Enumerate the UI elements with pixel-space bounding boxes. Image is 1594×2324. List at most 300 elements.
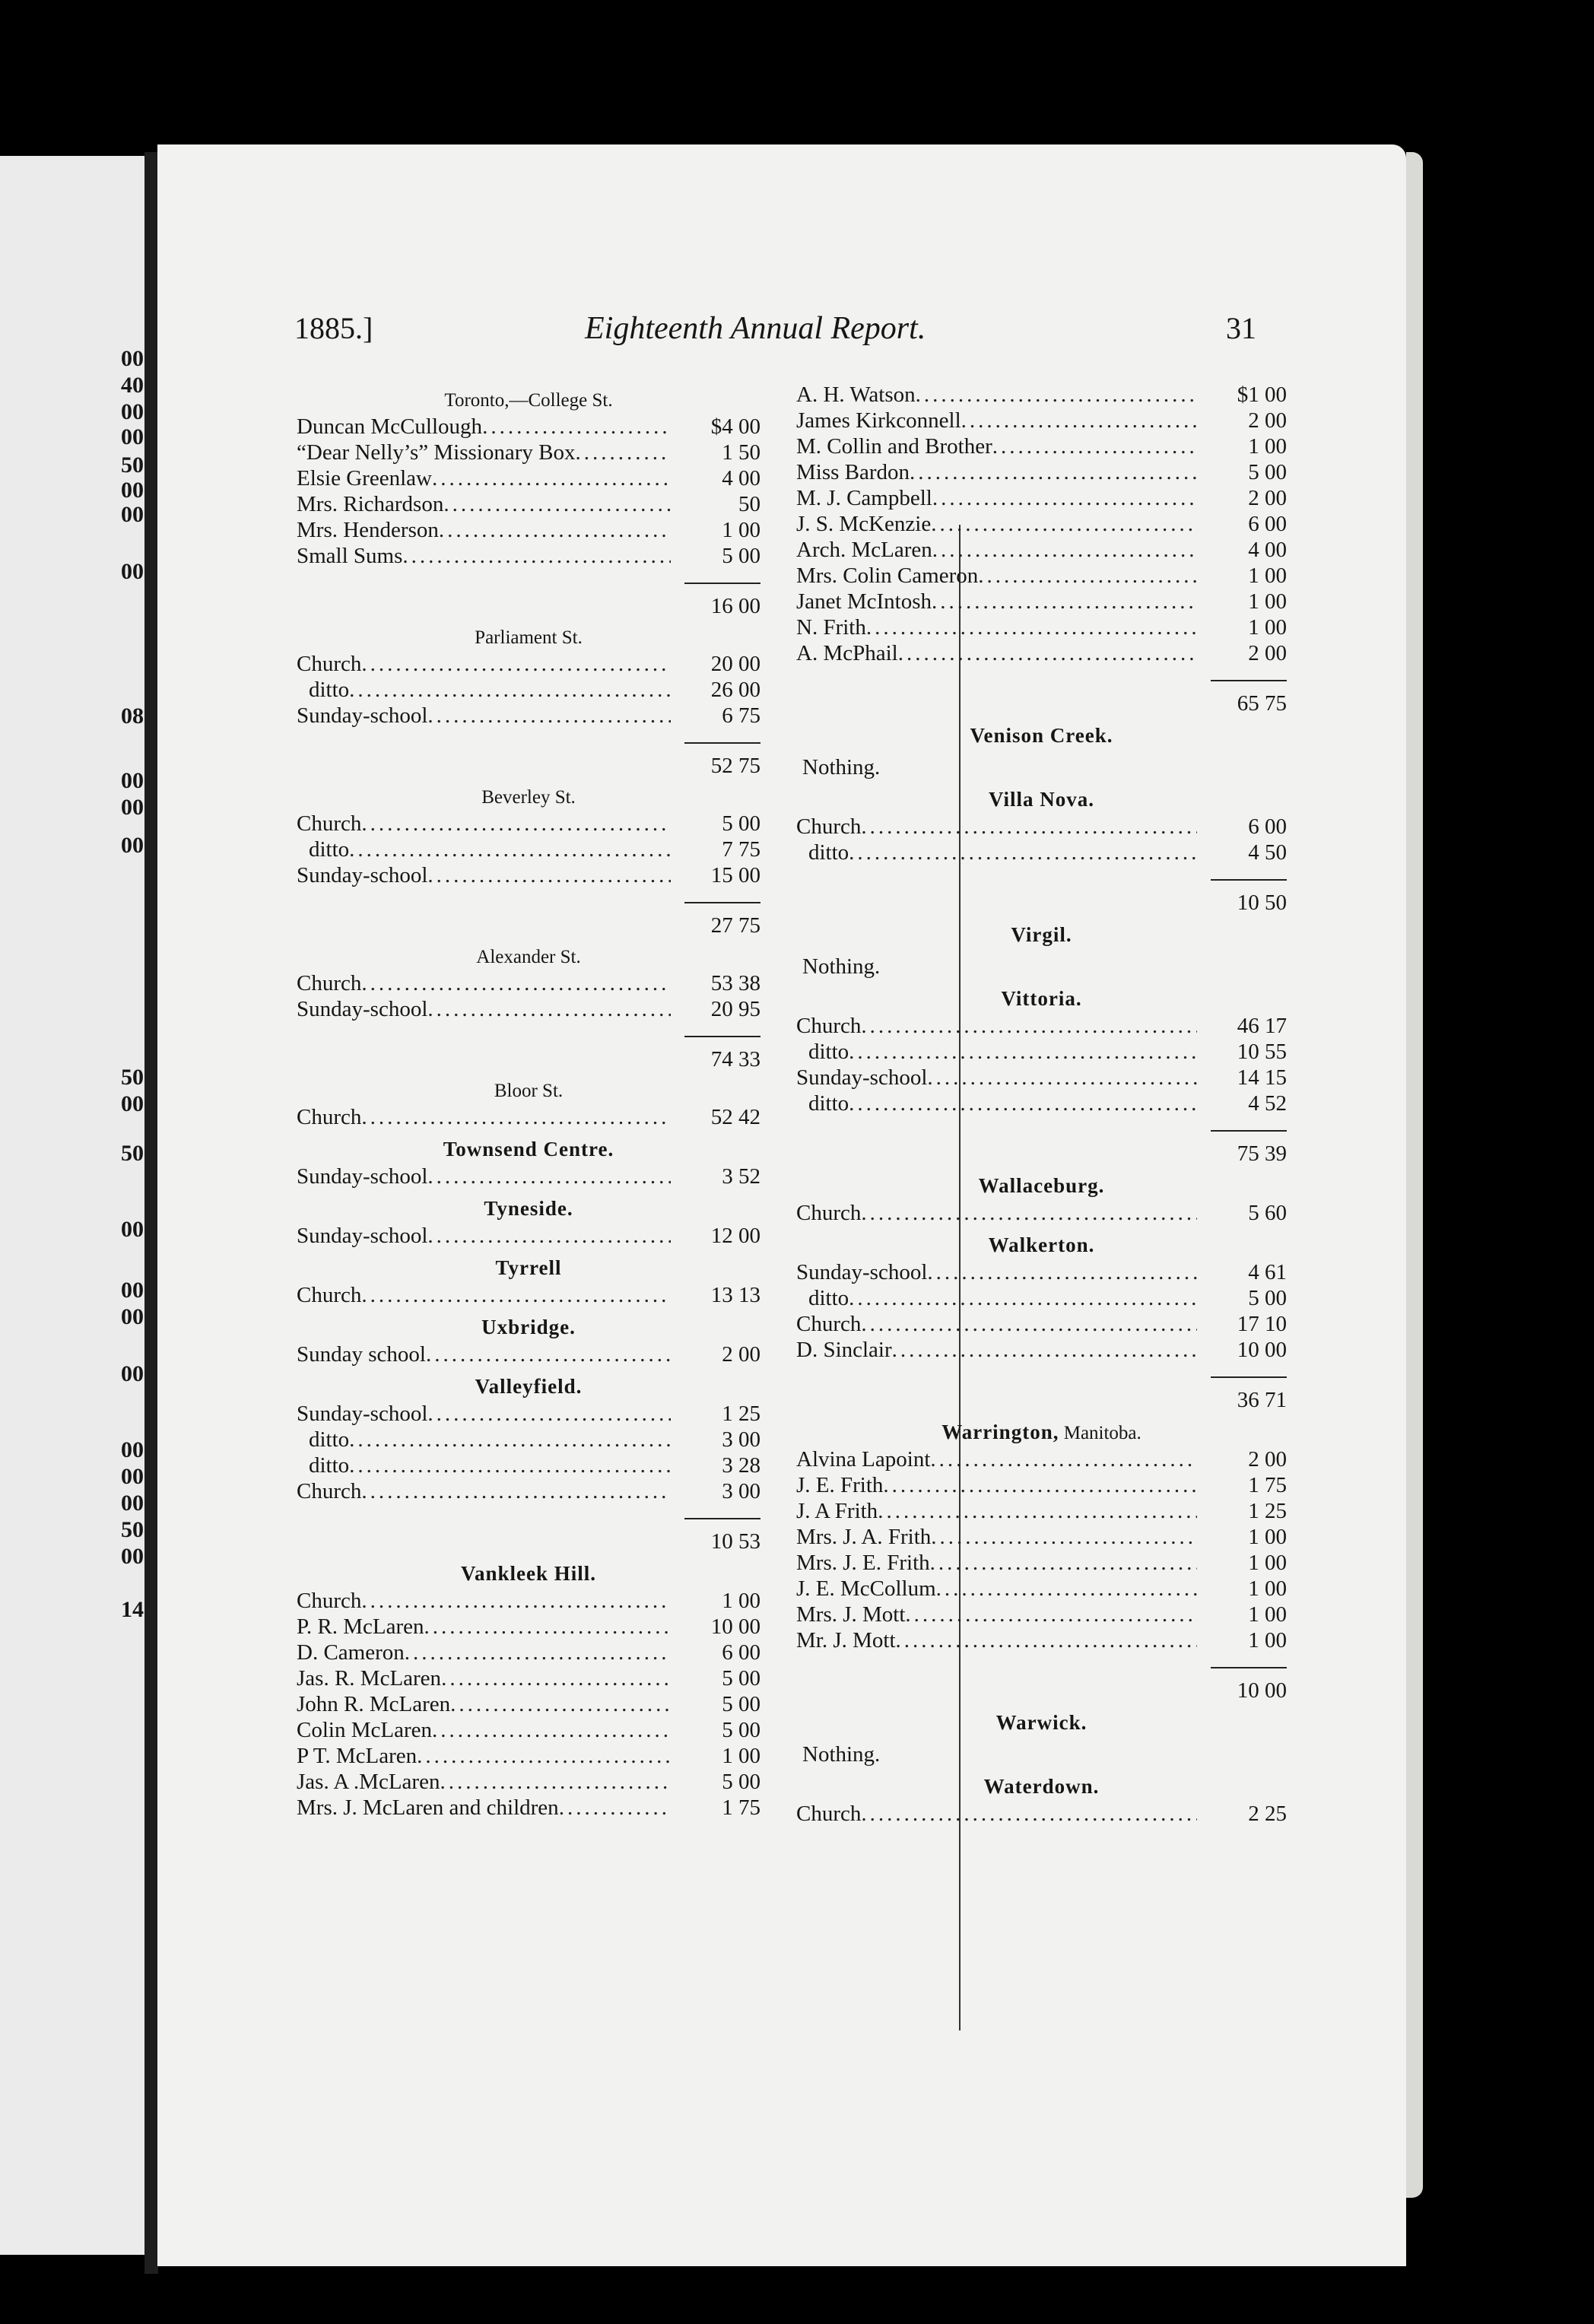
contribution-row xyxy=(796,408,1287,433)
contributor-name: A. H. Watson xyxy=(796,383,916,407)
section-heading xyxy=(297,785,760,811)
subtotal-amount: 52 75 xyxy=(684,742,760,779)
contributor-name: J. S. McKenzie xyxy=(796,512,932,536)
contribution-row xyxy=(796,614,1287,640)
contributor-name: ditto xyxy=(808,1091,849,1116)
dot-leader xyxy=(927,1259,1197,1285)
contribution-amount: 1 00 xyxy=(1248,589,1287,614)
contribution-amount: 1 25 xyxy=(1248,1499,1287,1523)
contribution-amount: 1 00 xyxy=(1248,564,1287,588)
dot-leader xyxy=(361,1104,671,1130)
contribution-row xyxy=(796,1627,1287,1653)
contribution-amount: 1 00 xyxy=(1248,434,1287,459)
contribution-row xyxy=(796,1337,1287,1363)
contribution-row xyxy=(297,491,760,517)
contributor-name: Colin McLaren xyxy=(297,1718,432,1742)
previous-page-fragment: 00 xyxy=(121,1464,144,1489)
section-heading xyxy=(796,1173,1287,1200)
contributor-name: Church xyxy=(297,971,362,995)
contribution-row xyxy=(796,1576,1287,1602)
dot-leader xyxy=(361,1588,671,1614)
dot-leader xyxy=(361,651,671,677)
subtotal-amount: 74 33 xyxy=(684,1036,760,1072)
contributor-name: Sunday-school xyxy=(297,703,428,728)
dot-leader xyxy=(930,1446,1197,1472)
section-heading-text: Vittoria. xyxy=(1001,987,1082,1010)
contribution-amount: 6 00 xyxy=(1248,512,1287,536)
contributor-name: Mrs. J. Mott xyxy=(796,1602,906,1627)
dot-leader xyxy=(361,970,671,996)
contribution-row xyxy=(796,1801,1287,1827)
dot-leader xyxy=(916,382,1197,408)
contribution-amount: 50 xyxy=(738,492,760,516)
contribution-row xyxy=(796,563,1287,589)
contributor-name: Church xyxy=(297,1105,362,1129)
contribution-row xyxy=(796,1524,1287,1550)
contribution-amount: 5 00 xyxy=(722,544,760,568)
subtotal-amount: 10 00 xyxy=(1211,1667,1287,1703)
dot-leader xyxy=(361,1478,671,1504)
contributor-name: P T. McLaren xyxy=(297,1744,418,1768)
contributor-name: Arch. McLaren xyxy=(796,538,932,562)
dot-leader xyxy=(931,1524,1197,1550)
contribution-row xyxy=(297,1665,760,1691)
contributor-name: Mrs. J. E. Frith xyxy=(796,1551,930,1575)
contributor-name: Church xyxy=(297,811,362,836)
contribution-row xyxy=(297,1614,760,1640)
contributor-name: Jas. A .McLaren xyxy=(297,1770,440,1794)
contribution-row xyxy=(796,1285,1287,1311)
dot-leader xyxy=(930,1550,1197,1576)
contribution-row xyxy=(796,1311,1287,1337)
subtotal-amount: 36 71 xyxy=(1211,1376,1287,1413)
dot-leader xyxy=(861,1801,1197,1827)
previous-page-fragment: 50 xyxy=(121,1065,144,1090)
contribution-row xyxy=(297,1769,760,1795)
contribution-row xyxy=(297,862,760,888)
previous-page-fragment: 08 xyxy=(121,703,144,729)
dot-leader xyxy=(361,811,671,837)
contribution-amount: 10 00 xyxy=(710,1614,760,1639)
contribution-row xyxy=(796,1013,1287,1039)
dot-leader xyxy=(441,1665,671,1691)
contribution-row xyxy=(297,1104,760,1130)
contributor-name: Church xyxy=(796,1802,862,1826)
dot-leader xyxy=(978,563,1197,589)
contribution-amount: 2 00 xyxy=(1248,408,1287,433)
contributor-name: Sunday-school xyxy=(297,1402,428,1426)
dot-leader xyxy=(427,996,671,1022)
contribution-row xyxy=(297,1401,760,1427)
contribution-row xyxy=(297,970,760,996)
section-heading-text: Vankleek Hill. xyxy=(460,1562,597,1585)
contribution-amount: 20 95 xyxy=(710,997,760,1021)
contribution-amount: 20 00 xyxy=(710,652,760,676)
previous-page-fragment: 00 xyxy=(121,833,144,858)
contributor-name: D. Cameron xyxy=(297,1640,405,1665)
previous-page-fragment: 50 xyxy=(121,1517,144,1542)
contribution-row xyxy=(297,1691,760,1717)
section-heading-suffix: Manitoba. xyxy=(1059,1423,1142,1443)
contributor-name: Church xyxy=(796,1201,862,1225)
section-heading-text: Townsend Centre. xyxy=(443,1138,614,1160)
contribution-amount: 5 60 xyxy=(1248,1201,1287,1225)
contribution-row xyxy=(297,811,760,837)
contributor-name: “Dear Nelly’s” Missionary Box xyxy=(297,440,576,465)
contributor-name: D. Sinclair xyxy=(796,1338,892,1362)
dot-leader xyxy=(427,1401,671,1427)
contribution-amount: 6 75 xyxy=(722,703,760,728)
contribution-amount: 3 00 xyxy=(722,1427,760,1452)
contribution-row xyxy=(796,1091,1287,1116)
section-heading xyxy=(796,1419,1287,1446)
contribution-row xyxy=(796,814,1287,840)
contribution-row xyxy=(297,1640,760,1665)
section-heading xyxy=(297,1078,760,1104)
contribution-amount: 46 17 xyxy=(1237,1014,1287,1038)
section-heading-text: Warwick. xyxy=(995,1711,1088,1734)
dot-leader xyxy=(849,1091,1197,1116)
contribution-amount: 53 38 xyxy=(710,971,760,995)
contribution-row xyxy=(297,414,760,440)
section-heading-text: Tyneside. xyxy=(484,1197,573,1220)
contribution-amount: 5 00 xyxy=(722,1770,760,1794)
contributor-name: M. Collin and Brother xyxy=(796,434,992,459)
previous-page-fragment: 50 xyxy=(121,452,144,478)
contribution-row xyxy=(297,996,760,1022)
dot-leader xyxy=(426,1341,671,1367)
section-heading-text: Tyrrell xyxy=(495,1256,562,1279)
contribution-row xyxy=(297,465,760,491)
dot-leader xyxy=(439,517,671,543)
contribution-amount: 10 55 xyxy=(1237,1040,1287,1064)
subtotal-row xyxy=(297,902,760,938)
contribution-amount: 12 00 xyxy=(710,1224,760,1248)
contribution-amount: 3 28 xyxy=(722,1453,760,1478)
previous-page-fragment: 00 xyxy=(121,795,144,820)
section-heading xyxy=(297,388,760,414)
contributor-name: ditto xyxy=(309,837,350,862)
nothing-note: Nothing. xyxy=(802,954,881,979)
dot-leader xyxy=(450,1691,671,1717)
dot-leader xyxy=(849,840,1197,865)
contribution-row xyxy=(297,1341,760,1367)
section-heading xyxy=(796,986,1287,1013)
contribution-row xyxy=(796,840,1287,865)
contributor-name: ditto xyxy=(309,1453,350,1478)
subtotal-amount: 27 75 xyxy=(684,902,760,938)
contribution-amount: 6 00 xyxy=(1248,814,1287,839)
section-heading-text: Beverley St. xyxy=(481,787,576,808)
contributor-name: James Kirkconnell xyxy=(796,408,961,433)
contribution-row xyxy=(297,1452,760,1478)
contributor-name: Church xyxy=(796,1312,862,1336)
contribution-row xyxy=(796,1065,1287,1091)
contributor-name: Mrs. J. McLaren and children xyxy=(297,1795,559,1820)
previous-page-fragment: 00 xyxy=(121,559,144,584)
contributor-name: ditto xyxy=(808,1286,849,1310)
previous-page-fragment: 00 xyxy=(121,478,144,503)
contribution-amount: $4 00 xyxy=(710,414,760,439)
contributor-name: ditto xyxy=(309,1427,350,1452)
dot-leader xyxy=(883,1472,1197,1498)
contributor-name: J. E. McCollum xyxy=(796,1576,936,1601)
contribution-row xyxy=(297,543,760,569)
section-heading xyxy=(297,625,760,651)
dot-leader xyxy=(932,537,1197,563)
report-page xyxy=(157,144,1406,2266)
contribution-row xyxy=(796,382,1287,408)
dot-leader xyxy=(992,433,1197,459)
section-heading xyxy=(796,1710,1287,1737)
contribution-row xyxy=(796,1259,1287,1285)
contribution-amount: $1 00 xyxy=(1237,383,1287,407)
contributor-name: Alvina Lapoint xyxy=(796,1447,931,1472)
dot-leader xyxy=(424,1614,671,1640)
subtotal-amount: 16 00 xyxy=(684,583,760,619)
contribution-amount: 4 50 xyxy=(1248,840,1287,865)
previous-page-fragment: 00 xyxy=(121,424,144,449)
previous-page-fragment: 00 xyxy=(121,399,144,424)
previous-page-fragment: 00 xyxy=(121,1361,144,1386)
section-heading-text: Toronto,—College St. xyxy=(444,390,613,411)
section-heading xyxy=(297,1314,760,1341)
dot-leader xyxy=(896,1627,1197,1653)
contribution-amount: 4 00 xyxy=(1248,538,1287,562)
contribution-amount: 3 52 xyxy=(722,1164,760,1189)
section-heading xyxy=(297,1195,760,1223)
contribution-amount: 1 00 xyxy=(722,1589,760,1613)
contributor-name: Church xyxy=(796,814,862,839)
contribution-amount: 4 61 xyxy=(1248,1260,1287,1284)
dot-leader xyxy=(482,414,671,440)
section-heading-text: Valleyfield. xyxy=(475,1375,583,1398)
previous-page-fragment: 00 xyxy=(121,1304,144,1329)
contribution-amount: 1 00 xyxy=(1248,1576,1287,1601)
previous-page-fragment: 00 xyxy=(121,1278,144,1303)
contributor-name: Elsie Greenlaw xyxy=(297,466,432,491)
dot-leader xyxy=(427,1223,671,1249)
contributor-name: Janet McIntosh xyxy=(796,589,932,614)
contribution-amount: 1 00 xyxy=(1248,1551,1287,1575)
contributor-name: Church xyxy=(297,652,362,676)
contribution-row xyxy=(297,517,760,543)
dot-leader xyxy=(349,837,671,862)
section-heading xyxy=(796,1773,1287,1801)
contributor-name: J. A Frith xyxy=(796,1499,878,1523)
contribution-row xyxy=(297,1282,760,1308)
section-heading xyxy=(796,722,1287,750)
contribution-amount: 1 00 xyxy=(1248,615,1287,640)
contribution-row xyxy=(796,1446,1287,1472)
contribution-amount: 2 25 xyxy=(1248,1802,1287,1826)
dot-leader xyxy=(905,1602,1197,1627)
section-heading-text: Alexander St. xyxy=(476,947,581,967)
dot-leader xyxy=(443,491,671,517)
dot-leader xyxy=(575,440,671,465)
contributor-name: Church xyxy=(297,1479,362,1503)
dot-leader xyxy=(936,1576,1197,1602)
contributor-name: Mrs. Henderson xyxy=(297,518,439,542)
dot-leader xyxy=(910,459,1197,485)
dot-leader xyxy=(440,1769,671,1795)
contribution-row xyxy=(796,1602,1287,1627)
subtotal-row xyxy=(796,1376,1287,1413)
contribution-row xyxy=(796,511,1287,537)
subtotal-row xyxy=(796,1130,1287,1167)
section-heading xyxy=(297,1373,760,1401)
subtotal-amount: 75 39 xyxy=(1211,1130,1287,1167)
previous-page-fragment: 00 xyxy=(121,1544,144,1569)
section-heading xyxy=(796,922,1287,949)
contribution-row xyxy=(796,589,1287,614)
section-heading xyxy=(297,945,760,970)
section-heading-text: Bloor St. xyxy=(494,1081,564,1101)
contributor-name: P. R. McLaren xyxy=(297,1614,424,1639)
dot-leader xyxy=(927,1065,1197,1091)
subtotal-amount: 65 75 xyxy=(1211,680,1287,716)
dot-leader xyxy=(861,1200,1197,1226)
dot-leader xyxy=(432,465,671,491)
contribution-amount: 6 00 xyxy=(722,1640,760,1665)
book-gutter xyxy=(144,152,158,2274)
contribution-amount: 1 25 xyxy=(722,1402,760,1426)
section-heading-text: Villa Nova. xyxy=(989,788,1094,811)
previous-page-edge xyxy=(0,156,148,2255)
contributor-name: Sunday-school xyxy=(297,1164,428,1189)
dot-leader xyxy=(427,862,671,888)
contribution-row xyxy=(297,1223,760,1249)
dot-leader xyxy=(961,408,1197,433)
section-heading-text: Waterdown. xyxy=(983,1775,1100,1798)
contributor-name: John R. McLaren xyxy=(297,1692,451,1716)
section-heading-text: Uxbridge. xyxy=(481,1316,576,1338)
contributor-name: Duncan McCullough xyxy=(297,414,483,439)
section-heading-text: Wallaceburg. xyxy=(978,1174,1105,1197)
contributor-name: A. McPhail xyxy=(796,641,898,665)
section-heading-text: Walkerton. xyxy=(988,1233,1095,1256)
contribution-row xyxy=(796,459,1287,485)
contributor-name: Mr. J. Mott xyxy=(796,1628,896,1653)
previous-page-fragment: 50 xyxy=(121,1141,144,1166)
header-year: 1885.] xyxy=(294,311,373,345)
dot-leader xyxy=(402,543,671,569)
contribution-amount: 7 75 xyxy=(722,837,760,862)
dot-leader xyxy=(898,640,1197,666)
contribution-amount: 14 15 xyxy=(1237,1065,1287,1090)
contribution-amount: 1 00 xyxy=(1248,1525,1287,1549)
dot-leader xyxy=(417,1743,671,1769)
contribution-amount: 5 00 xyxy=(722,811,760,836)
contribution-amount: 1 00 xyxy=(1248,1628,1287,1653)
contributor-name: Sunday-school xyxy=(297,997,428,1021)
contribution-row xyxy=(796,1498,1287,1524)
previous-page-fragment: 00 xyxy=(121,346,144,371)
nothing-note: Nothing. xyxy=(802,1742,881,1767)
subtotal-row xyxy=(297,1518,760,1554)
dot-leader xyxy=(861,1311,1197,1337)
left-column xyxy=(297,382,760,1821)
dot-leader xyxy=(349,1452,671,1478)
contribution-row xyxy=(796,537,1287,563)
contribution-amount: 5 00 xyxy=(722,1666,760,1691)
contributor-name: Mrs. J. A. Frith xyxy=(796,1525,932,1549)
contribution-row xyxy=(297,1478,760,1504)
contribution-amount: 26 00 xyxy=(710,678,760,702)
dot-leader xyxy=(427,703,671,729)
contribution-row xyxy=(796,1039,1287,1065)
dot-leader xyxy=(861,1013,1197,1039)
dot-leader xyxy=(861,814,1197,840)
contribution-amount: 10 00 xyxy=(1237,1338,1287,1362)
contributor-name: ditto xyxy=(808,840,849,865)
contributor-name: M. J. Campbell xyxy=(796,486,932,510)
contribution-amount: 15 00 xyxy=(710,863,760,887)
dot-leader xyxy=(878,1498,1197,1524)
section-heading-text: Venison Creek. xyxy=(970,724,1113,747)
contribution-amount: 5 00 xyxy=(722,1718,760,1742)
contribution-row xyxy=(796,433,1287,459)
contribution-amount: 2 00 xyxy=(1248,486,1287,510)
contribution-row xyxy=(796,1200,1287,1226)
page-number: 31 xyxy=(1226,311,1256,345)
dot-leader xyxy=(349,1427,671,1452)
dot-leader xyxy=(361,1282,671,1308)
contributor-name: Mrs. Colin Cameron xyxy=(796,564,979,588)
contributor-name: J. E. Frith xyxy=(796,1473,884,1497)
dot-leader xyxy=(866,614,1197,640)
contribution-amount: 13 13 xyxy=(710,1283,760,1307)
contribution-row xyxy=(297,440,760,465)
contribution-amount: 2 00 xyxy=(722,1342,760,1367)
subtotal-row xyxy=(297,1036,760,1072)
dot-leader xyxy=(405,1640,671,1665)
contributor-name: Small Sums xyxy=(297,544,403,568)
dot-leader xyxy=(932,589,1197,614)
contribution-amount: 5 00 xyxy=(722,1692,760,1716)
contributor-name: Church xyxy=(297,1283,362,1307)
dot-leader xyxy=(849,1285,1197,1311)
subtotal-row xyxy=(297,742,760,779)
previous-page-fragment: 00 xyxy=(121,1217,144,1242)
previous-page-fragment: 00 xyxy=(121,768,144,793)
contribution-amount: 5 00 xyxy=(1248,460,1287,484)
contribution-row xyxy=(297,703,760,729)
subtotal-amount: 10 50 xyxy=(1211,879,1287,916)
subtotal-row xyxy=(297,583,760,619)
contribution-amount: 3 00 xyxy=(722,1479,760,1503)
contribution-row xyxy=(297,651,760,677)
contribution-row xyxy=(297,1743,760,1769)
section-heading xyxy=(297,1560,760,1588)
contributor-name: ditto xyxy=(808,1040,849,1064)
dot-leader xyxy=(931,511,1197,537)
right-column xyxy=(796,382,1287,1827)
section-heading xyxy=(297,1136,760,1164)
previous-page-fragment: 40 xyxy=(121,373,144,398)
header-title: Eighteenth Annual Report. xyxy=(585,311,926,346)
contributor-name: N. Frith xyxy=(796,615,866,640)
contribution-amount: 2 00 xyxy=(1248,641,1287,665)
section-heading xyxy=(297,1255,760,1282)
section-heading xyxy=(796,786,1287,814)
dot-leader xyxy=(849,1039,1197,1065)
subtotal-amount: 10 53 xyxy=(684,1518,760,1554)
section-heading-text: Warrington, xyxy=(941,1421,1059,1443)
contribution-amount: 17 10 xyxy=(1237,1312,1287,1336)
contribution-amount: 1 00 xyxy=(722,518,760,542)
contributor-name: Sunday-school xyxy=(297,863,428,887)
